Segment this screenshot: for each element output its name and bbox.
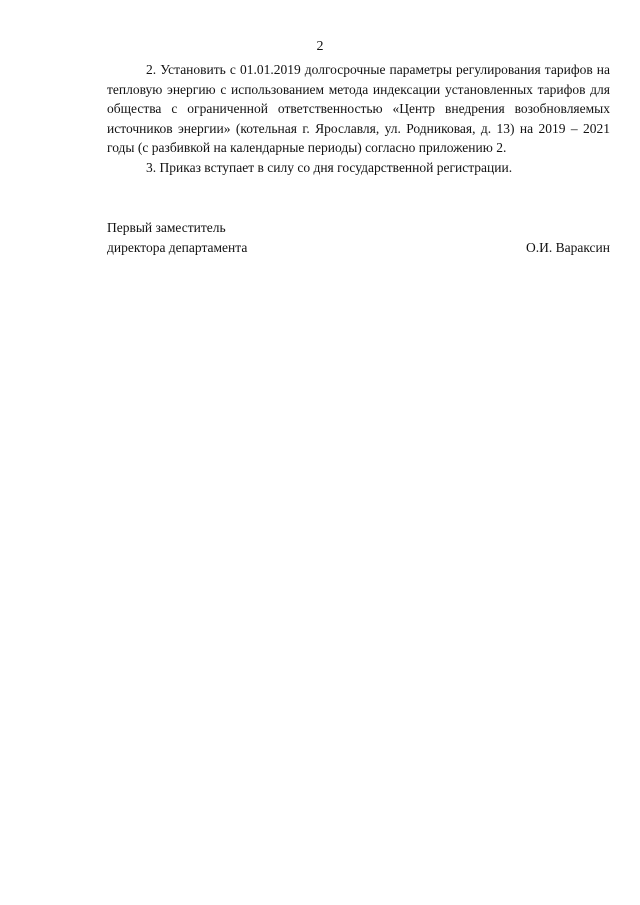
paragraph-3: 3. Приказ вступает в силу со дня государственной регистрации. [146, 159, 513, 175]
signature-block [107, 218, 610, 257]
signatory-name: О.И. Вараксин [525, 239, 610, 255]
signatory-title-line2: директора департамента [107, 239, 248, 255]
page-number: 2 [316, 39, 324, 54]
document-body [107, 60, 610, 177]
signature-row [107, 238, 610, 258]
signatory-title-line1: Первый заместитель [107, 220, 226, 235]
paragraph-2: 2. Установить с 01.01.2019 долгосрочные параметры регулирования тарифов на тепловую энергию с использованием метода индексации установленных тарифов для общества с ограниченной ответственностью «Центр внедрения возобновляемых источников энергии» (котельная г. Ярославля, ул. Родниковая, д. 13) на 2019 – 2021 годы (с разбивкой на календарные периоды) согласно приложению 2. [107, 62, 610, 155]
